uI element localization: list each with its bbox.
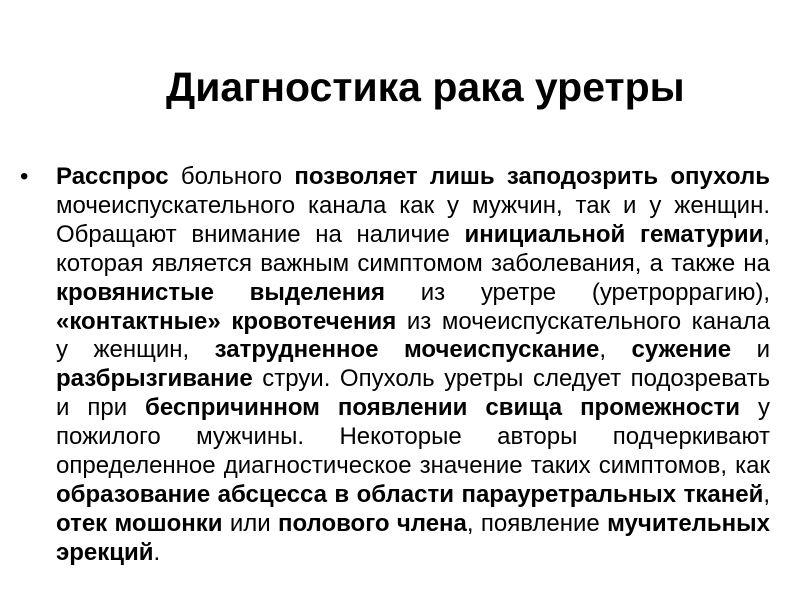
text-run: Расспрос	[56, 163, 169, 190]
text-run: разбрызгивание	[56, 365, 253, 393]
text-run: , появление	[466, 509, 608, 537]
slide-title: Диагностика рака уретры	[166, 64, 685, 110]
text-run: ,	[763, 480, 770, 508]
bullet-item	[20, 163, 770, 568]
text-run: или	[222, 509, 278, 537]
text-run: инициальной гематурии	[464, 220, 764, 248]
text-run: образование абсцесса в области парауретральных тканей	[56, 480, 764, 508]
text-run: .	[153, 538, 161, 566]
text-run: мучительных эрекций	[56, 509, 771, 566]
text-run: мочеиспускательного канала как у мужчин, так и у женщин. Обращают внимание на наличие	[56, 191, 770, 248]
text-run: у пожилого мужчины. Некоторые авторы подчеркивают определенное диагностическое значение таких симптомов, как	[56, 394, 771, 480]
text-run: сужение	[631, 336, 732, 364]
text-run: ,	[599, 336, 632, 364]
bullet-paragraph	[56, 163, 770, 568]
text-run: кровянистые выделения	[56, 278, 386, 306]
text-run: из уретре (уретроррагию),	[385, 278, 771, 306]
text-run: позволяет лишь заподозрить опухоль	[294, 163, 770, 190]
text-run: и	[731, 336, 770, 364]
text-run: полового члена	[277, 509, 467, 537]
text-run: , которая является важным симптомом заболевания, а также на	[56, 220, 770, 277]
bullet-marker: •	[20, 163, 29, 190]
text-run: «контактные» кровотечения	[56, 307, 397, 335]
text-run: беспричинном появлении свища промежности	[145, 394, 741, 422]
text-run: отек мошонки	[56, 509, 223, 537]
text-run: затрудненное мочеиспускание	[214, 336, 600, 364]
text-run: струи. Опухоль уретры следует подозревать и при	[56, 365, 770, 422]
text-run: больного	[168, 163, 295, 190]
text-run: из мочеиспускательного канала у женщин,	[56, 307, 770, 364]
